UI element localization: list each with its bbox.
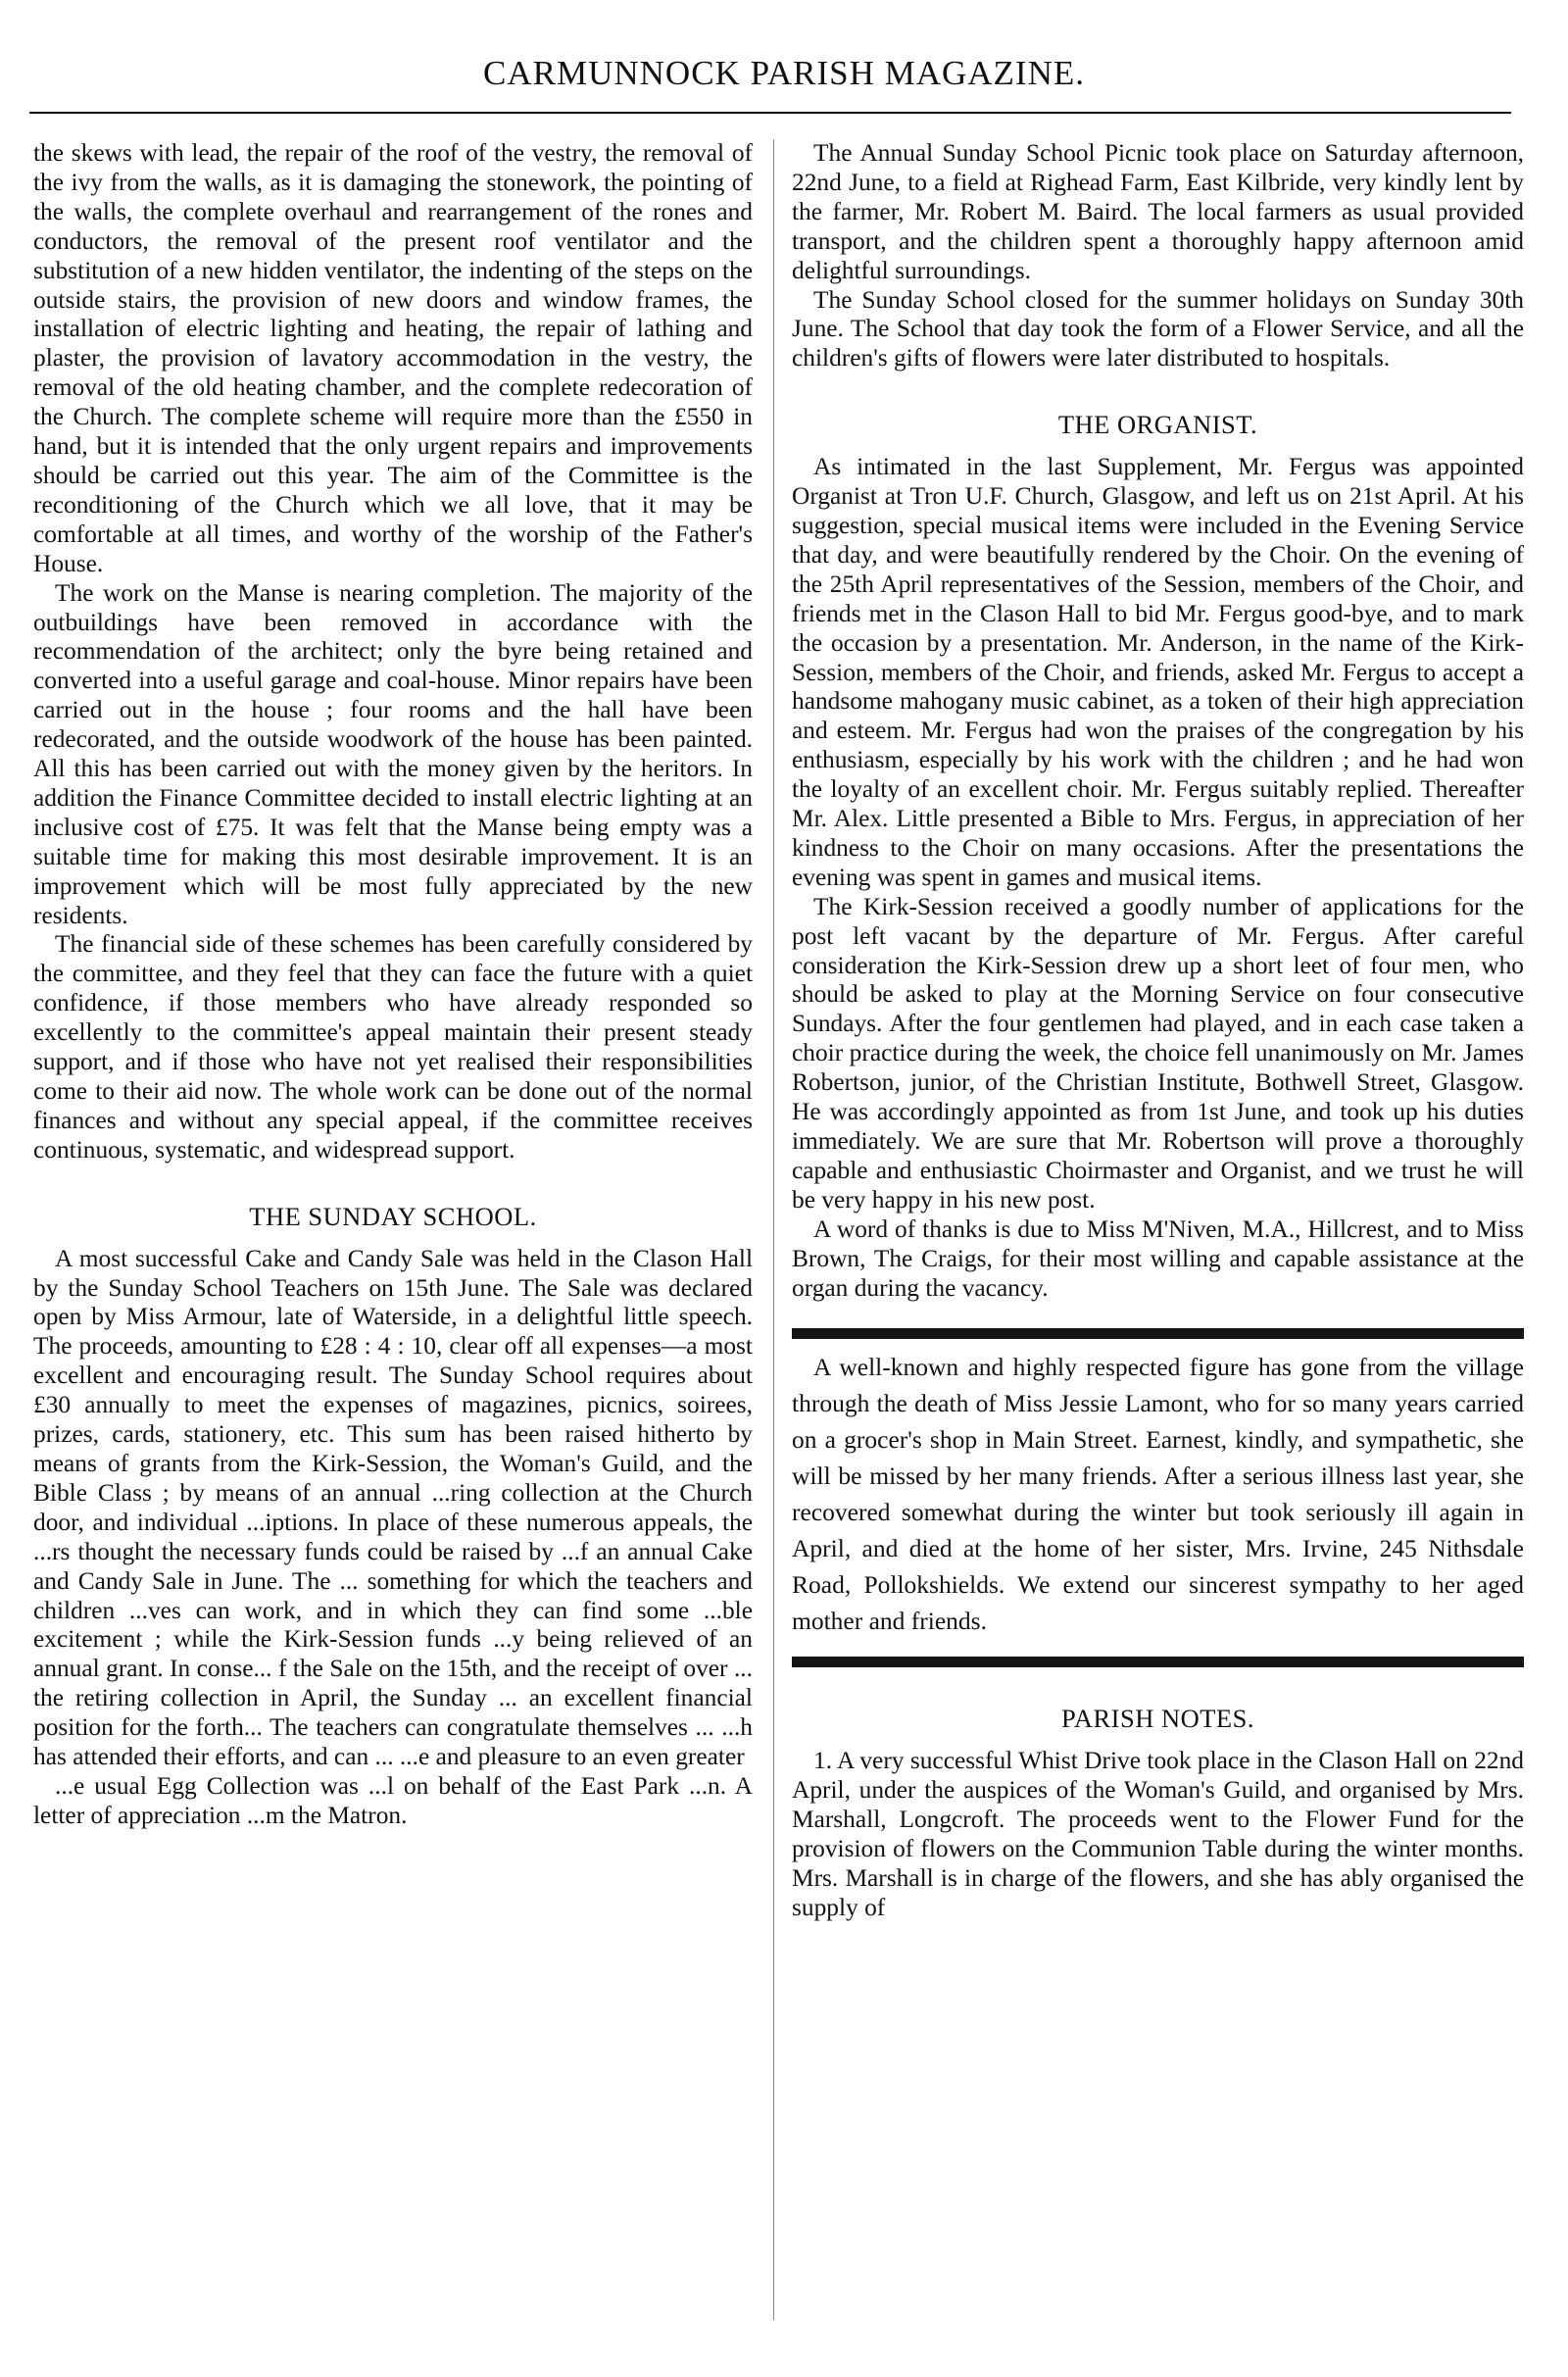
right-paragraph-flower-service: The Sunday School closed for the summer holidays on Sunday 30th June. The School that day took the form of a Flower Service, and all the children's gifts of flowers were later distributed to hospitals. <box>792 285 1524 372</box>
right-paragraph-picnic: The Annual Sunday School Picnic took place on Saturday afternoon, 22nd June, to a field at Righead Farm, East Kilbride, very kindly lent by the farmer, Mr. Robert M. Baird. The local farmers as usual provided transport, and the children spent a thoroughly happy afternoon amid delightful surroundings. <box>792 139 1524 284</box>
organist-paragraph-thanks: A word of thanks is due to Miss M'Niven, M.A., Hillcrest, and to Miss Brown, The Craigs, for their most willing and capable assistance at the organ during the vacancy. <box>792 1214 1524 1302</box>
organist-heading: THE ORGANIST. <box>1057 410 1258 440</box>
obituary-bottom-bar <box>792 1657 1524 1667</box>
parish-note-1: 1. A very successful Whist Drive took place in the Clason Hall on 22nd April, under the auspices of the Woman's Guild, and organised by Mrs. Marshall, Longcroft. The proceeds went to the Flower Fund for the provision of flowers on the Communion Table during the winter months. Mrs. Marshall is in charge of the flowers, and she has ably organised the supply of <box>792 1747 1524 1921</box>
organist-paragraph-farewell: As intimated in the last Supplement, Mr. Fergus was appointed Organist at Tron U.F. Church, Glasgow, and left us on 21st April. At his suggestion, special musical items were included in the Evening Service that day, and were beautifully rendered by the Choir. On the evening of the 25th April representatives of the Session, members of the Choir, and friends met in the Clason Hall to bid Mr. Fergus good-bye, and to mark the occasion by a presentation. Mr. Anderson, in the name of the Kirk-Session, members of the Choir, and friends, asked Mr. Fergus to accept a handsome mahogany music cabinet, as a token of their high appreciation and esteem. Mr. Fergus had won the praises of the congregation by his enthusiasm, especially by his work with the children ; and he had won the loyalty of an excellent choir. Mr. Fergus suitably replied. Thereafter Mr. Alex. Little presented a Bible to Mrs. Fergus, in appreciation of her kindness to the Choir on many occasions. After the presentations the evening was spent in games and musical items. <box>792 453 1524 891</box>
obituary-notice <box>792 1349 1524 1639</box>
left-paragraph-manse: The work on the Manse is nearing completion. The majority of the outbuildings have been removed in accordance with the recommendation of the architect; only the byre being retained and converted into a useful garage and coal-house. Minor repairs have been carried out in the house ; four rooms and the hall have been redecorated, and the outside woodwork of the house has been painted. All this has been carried out with the money given by the heritors. In addition the Finance Committee decided to install electric lighting at an inclusive cost of £75. It was felt that the Manse being empty was a suitable time for making this most desirable improvement. It is an improvement which will be most fully appreciated by the new residents. <box>33 578 753 929</box>
egg-collection-paragraph: ...e usual Egg Collection was ...l on behalf of the East Park ...n. A letter of appreciation ...m the Matron. <box>33 1771 753 1829</box>
left-paragraph-church-repairs: the skews with lead, the repair of the roof of the vestry, the removal of the ivy from the walls, as it is damaging the stonework, the pointing of the walls, the complete overhaul and rearrangement of the rones and conductors, the removal of the present roof ventilator and the substitution of a new hidden ventilator, the indenting of the steps on the outside stairs, the provision of new doors and window frames, the installation of electric lighting and heating, the repair of lathing and plaster, the provision of lavatory accommodation in the vestry, the removal of the old heating chamber, and the complete redecoration of the Church. The complete scheme will require more than the £550 in hand, but it is intended that the only urgent repairs and improvements should be carried out this year. The aim of the Committee is the reconditioning of the Church which we all love, that it may be comfortable at all times, and worthy of the worship of the Father's House. <box>33 139 753 577</box>
left-paragraph-finance: The financial side of these schemes has been carefully considered by the committee, and they feel that they can face the future with a quiet confidence, if those members who have already responded so excellently to the committee's appeal maintain their present steady support, and if those who have not yet realised their responsibilities come to their aid now. The whole work can be done out of the normal finances and without any special appeal, if the committee receives continuous, systematic, and widespread support. <box>33 930 753 1164</box>
obituary-text: A well-known and highly respected figure has gone from the village through the death of Miss Jessie Lamont, who for so many years carried on a grocer's shop in Main Street. Earnest, kindly, and sympathetic, she will be missed by her many friends. After a serious illness last year, she recovered somewhat during the winter but took seriously ill again in April, and died at the home of her sister, Mrs. Irvine, 245 Nithsdale Road, Pollokshields. We extend our sincerest sympathy to her aged mother and friends. <box>792 1353 1524 1636</box>
sunday-school-paragraph: A most successful Cake and Candy Sale was held in the Clason Hall by the Sunday School Teachers on 15th June. The Sale was declared open by Miss Armour, late of Waterside, in a delightful little speech. The proceeds, amounting to £28 : 4 : 10, clear off all expenses—a most excellent and encouraging result. The Sunday School requires about £30 annually to meet the expenses of magazines, picnics, soirees, prizes, cards, stationery, etc. This sum has been raised hitherto by means of grants from the Kirk-Session, the Woman's Guild, and the Bible Class ; by means of an annual ...ring collection at the Church door, and individual ...iptions. In place of these numerous appeals, the ...rs thought the necessary funds could be raised by ...f an annual Cake and Candy Sale in June. The ... something for which the teachers and children ...ves can work, and in which they can find some ...ble excitement ; while the Kirk-Session funds ...y being relieved of an annual grant. In conse... f the Sale on the 15th, and the receipt of over ... the retiring collection in April, the Sunday ... an excellent financial position for the forth... The teachers can congratulate themselves ... ...h has attended their efforts, and can ... ...e and pleasure to an even greater <box>33 1244 753 1771</box>
header-rule <box>29 112 1511 114</box>
organist-paragraph-appointment: The Kirk-Session received a goodly number of applications for the post left vacant by the departure of Mr. Fergus. After careful consideration the Kirk-Session drew up a short leet of four men, who should be asked to play at the Morning Service on four consecutive Sundays. After the four gentlemen had played, and in each case taken a choir practice during the week, the choice fell unanimously on Mr. James Robertson, junior, of the Christian Institute, Bothwell Street, Glasgow. He was accordingly appointed as from 1st June, and took up his duties immediately. We are sure that Mr. Robertson will prove a thoroughly capable and enthusiastic Choirmaster and Organist, and we trust he will be very happy in his new post. <box>792 892 1524 1213</box>
magazine-title: CARMUNNOCK PARISH MAGAZINE. <box>483 54 1085 92</box>
column-divider <box>773 139 774 2320</box>
right-column <box>792 139 1524 1923</box>
obituary-top-bar <box>792 1328 1524 1339</box>
parish-notes-heading: PARISH NOTES. <box>1061 1704 1254 1734</box>
left-column <box>33 139 753 1831</box>
sunday-school-heading: THE SUNDAY SCHOOL. <box>249 1201 537 1231</box>
